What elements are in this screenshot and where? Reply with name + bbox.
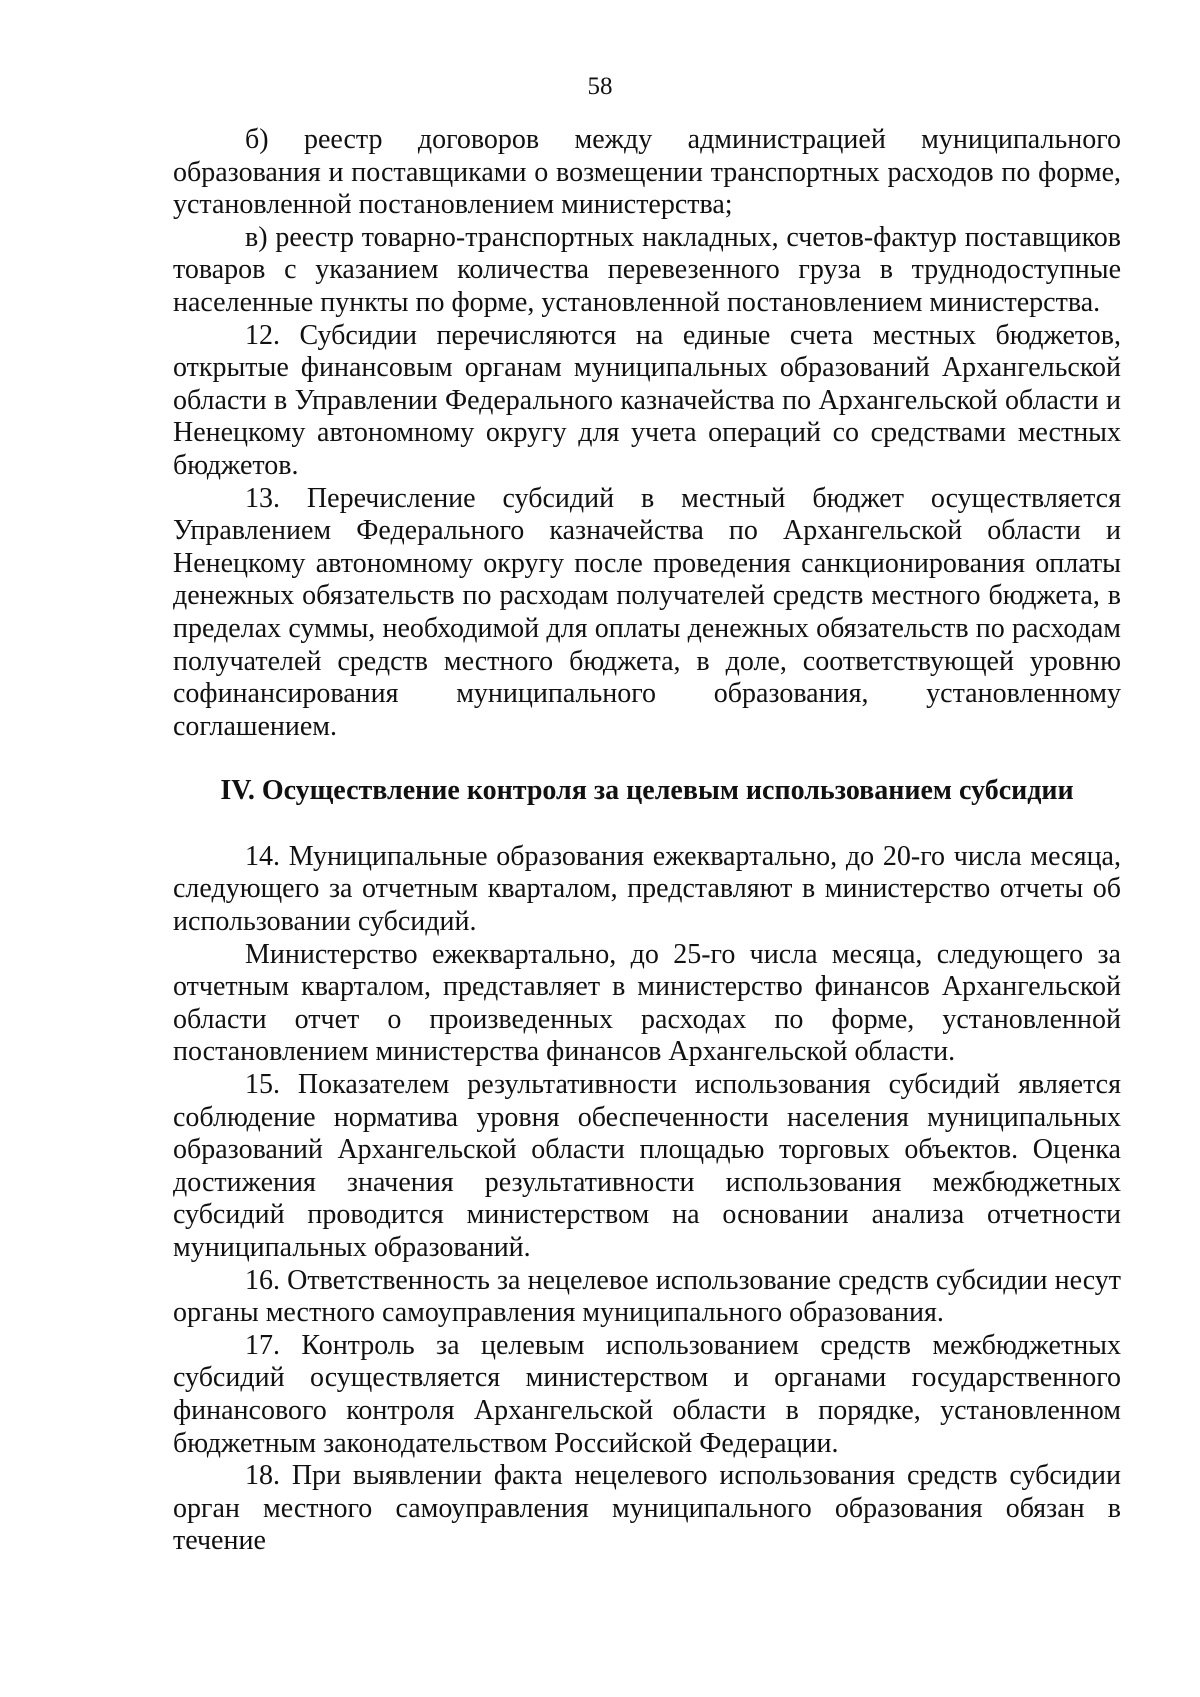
paragraph-14: 14. Муниципальные образования ежеквартально, до 20-го числа месяца, следующего за отчетным кварталом, представляют в министерство отчеты об использовании субсидий. <box>173 840 1121 938</box>
paragraph-18: 18. При выявлении факта нецелевого использования средств субсидии орган местного самоуправления муниципального образования обязан в течение <box>173 1460 1121 1557</box>
paragraph-15: 15. Показателем результативности использования субсидий является соблюдение норматива уровня обеспеченности населения муниципальных образований Архангельской области площадью торговых объектов. Оценка достижения значения результативности использования межбюджетных субсидий проводится министерством на основании анализа отчетности муниципальных образований. <box>173 1069 1121 1263</box>
paragraph-ministry-report: Министерство ежеквартально, до 25-го числа месяца, следующего за отчетным кварталом, представляет в министерство финансов Архангельской области отчет о произведенных расходах по форме, установленной постановлением министерства финансов Архангельской области. <box>173 938 1121 1068</box>
paragraph-v: в) реестр товарно-транспортных накладных, счетов-фактур поставщиков товаров с указанием количества перевезенного груза в труднодоступные населенные пункты по форме, установленной постановлением министерства. <box>173 221 1121 318</box>
page-number: 58 <box>587 73 613 100</box>
paragraph-13: 13. Перечисление субсидий в местный бюджет осуществляется Управлением Федерального казначейства по Архангельской области и Ненецкому автономному округу после проведения санкционирования оплаты денежных обязательств по расходам получателей средств местного бюджета, в пределах суммы, необходимой для оплаты денежных обязательств по расходам получателей средств местного бюджета, в доле, соответствующей уровню софинансирования муниципального образования, установленному соглашением. <box>173 482 1121 742</box>
paragraph-16: 16. Ответственность за нецелевое использование средств субсидии несут органы местного самоуправления муниципального образования. <box>173 1264 1121 1329</box>
document-body <box>173 124 1121 1558</box>
paragraph-b: б) реестр договоров между администрацией муниципального образования и поставщиками о возмещении транспортных расходов по форме, установленной постановлением министерства; <box>173 124 1121 221</box>
paragraph-12: 12. Субсидии перечисляются на единые счета местных бюджетов, открытые финансовым органам муниципальных образований Архангельской области в Управлении Федерального казначейства по Архангельской области и Ненецкому автономному округу для учета операций со средствами местных бюджетов. <box>173 319 1121 481</box>
paragraph-17: 17. Контроль за целевым использованием средств межбюджетных субсидий осуществляется министерством и органами государственного финансового контроля Архангельской области в порядке, установленном бюджетным законодательством Российской Федерации. <box>173 1329 1121 1459</box>
section-heading: IV. Осуществление контроля за целевым использованием субсидии <box>220 775 1074 807</box>
